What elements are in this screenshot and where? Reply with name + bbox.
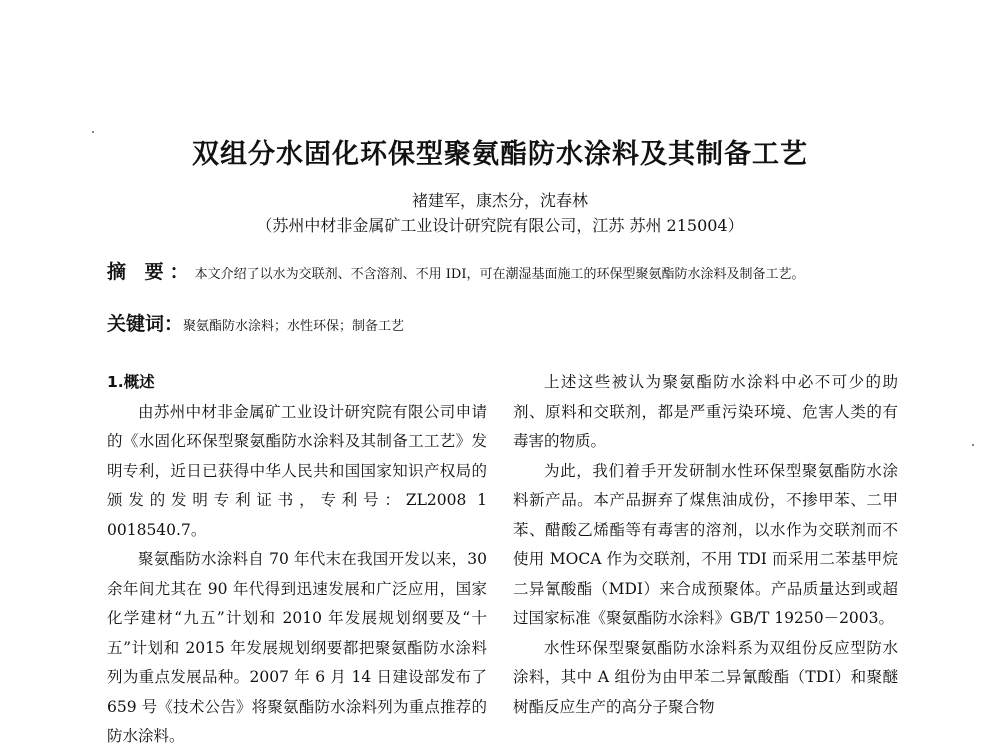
paragraph: 上述这些被认为聚氨酯防水涂料中必不可少的助剂、原料和交联剂，都是严重污染环境、危害人类的有毒害的物质。 <box>513 373 898 450</box>
paragraph: 水性环保型聚氨酯防水涂料系为双组份反应型防水涂料，其中 A 组份为由甲苯二异氰酸酯（TDI）和聚醚树酯反应生产的高分子聚合物 <box>513 638 898 716</box>
scan-speck <box>972 444 974 446</box>
affiliation: （苏州中材非金属矿工业设计研究院有限公司，江苏 苏州 215004） <box>256 216 744 235</box>
section-heading: 1.概述 <box>107 373 155 391</box>
abstract-label: 摘 要： <box>107 261 195 283</box>
paper-title: 双组分水固化环保型聚氨酯防水涂料及其制备工艺 <box>192 139 808 170</box>
right-column <box>513 368 898 722</box>
abstract-text: 本文介绍了以水为交联剂、不含溶剂、不用 IDI，可在潮湿基面施工的环保型聚氨酯防水涂料及制备工艺。 <box>194 267 805 282</box>
keywords-text: 聚氨酯防水涂料；水性环保；制备工艺 <box>183 319 405 334</box>
paragraph: 聚氨酯防水涂料自 70 年代末在我国开发以来，30 余年间尤其在 90 年代得到迅速发展和广泛应用，国家化学建材“九五”计划和 2010 年发展规划纲要及“十五”计划和 2015 年发展规划纲要都把聚氨酯防水涂料列为重点发展品种。2007 年 6 月 14 日建设部发布了 659 号《技术公告》将聚氨酯防水涂料列为重点推荐的防水涂料。 <box>107 550 487 745</box>
authors: 褚建军，康杰分，沈春林 <box>411 191 588 210</box>
left-column <box>107 368 487 752</box>
abstract <box>107 261 907 286</box>
keywords <box>107 312 907 339</box>
keywords-label: 关键词： <box>107 313 184 335</box>
paragraph: 为此，我们着手开发研制水性环保型聚氨酯防水涂料新产品。本产品摒弃了煤焦油成份，不掺甲苯、二甲苯、醋酸乙烯酯等有毒害的溶剂，以水作为交联剂而不使用 MOCA 作为交联剂，不用 TDI 而采用二苯基甲烷二异氰酸酯（MDI）来合成预聚体。产品质量达到或超过国家标准《聚氨酯防水涂料》GB/T 19250－2003。 <box>513 461 898 627</box>
paragraph: 由苏州中材非金属矿工业设计研究院有限公司申请的《水固化环保型聚氨酯防水涂料及其制备工工艺》发明专利，近日已获得中华人民共和国国家知识产权局的颁发的发明专利证书，专利号：ZL2008 1 0018540.7。 <box>107 402 487 539</box>
